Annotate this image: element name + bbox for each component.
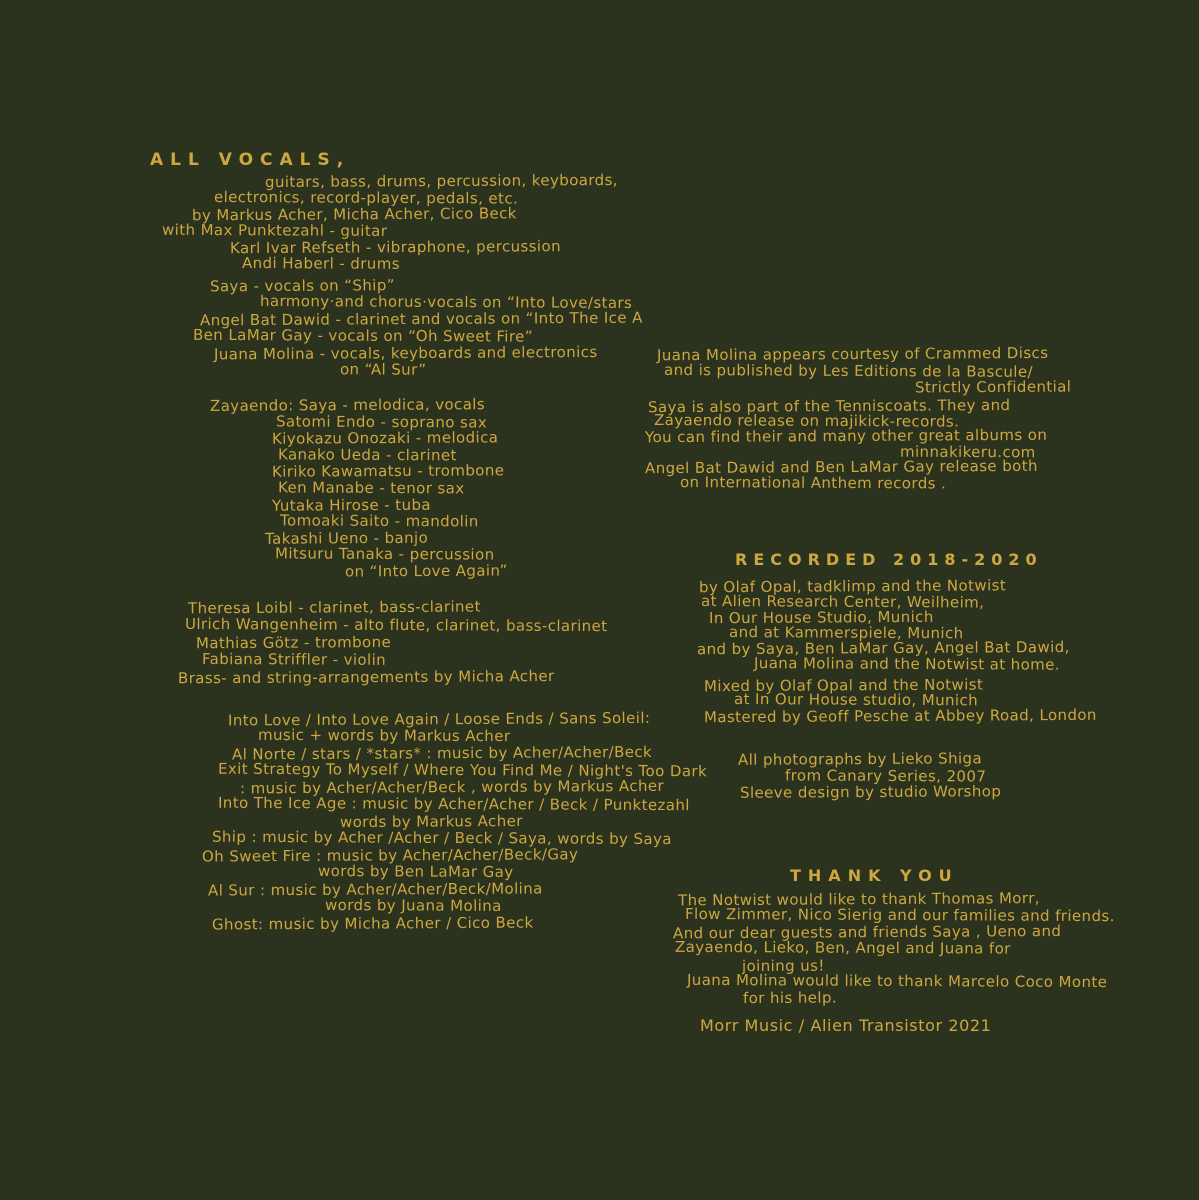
credit-line: on “Al Sur” <box>339 360 427 379</box>
credit-line: electronics, record-player, pedals, etc. <box>213 187 519 208</box>
all-vocals-heading: ALL VOCALS, <box>150 150 351 170</box>
credit-line: for his help. <box>742 988 838 1008</box>
credit-line: Ken Manabe - tenor sax <box>277 478 465 498</box>
credit-line: by Olaf Opal, tadklimp and the Notwist <box>698 576 1007 597</box>
credit-line: with Max Punktezahl - guitar <box>161 220 388 240</box>
credit-line: at Alien Research Center, Weilheim, <box>700 591 985 612</box>
credit-line: Satomi Endo - soprano sax <box>275 411 488 432</box>
credit-line: words by Juana Molina <box>324 895 502 915</box>
credit-line: Brass- and string-arrangements by Micha Acher <box>177 667 555 688</box>
credit-line: You can find their and many other great albums on <box>644 426 1048 447</box>
credit-line: words by Markus Acher <box>339 812 523 832</box>
tenniscoats-block <box>644 396 1048 461</box>
credit-line: Fabiana Striffler - violin <box>201 649 387 669</box>
credit-line: Ulrich Wangenheim - alto flute, clarinet, bass-clarinet <box>184 614 608 635</box>
credit-line: guitars, bass, drums, percussion, keyboards, <box>264 170 619 192</box>
orchestra-block <box>178 599 608 687</box>
credit-line: harmony·and chorus·vocals on “Into Love/stars <box>259 291 633 312</box>
credit-line: Juana Molina would like to thank Marcelo Coco Monte <box>686 970 1108 992</box>
thanks-block <box>673 891 1115 1006</box>
guest-vocals-block <box>150 277 643 379</box>
credit-line: Angel Bat Dawid - clarinet and vocals on “Into The Ice A <box>199 308 643 330</box>
thank-you-heading: THANK YOU <box>790 866 959 885</box>
credit-line: and at Kammerspiele, Munich <box>728 622 964 643</box>
credit-line: Theresa Loibl - clarinet, bass-clarinet <box>187 597 481 618</box>
design-credits-block <box>738 751 1001 801</box>
recorded-heading: RECORDED 2018-2020 <box>735 550 1043 569</box>
credit-line: music + words by Markus Acher <box>257 725 511 746</box>
credit-line: Tomoaki Saito - mandolin <box>279 511 479 531</box>
credit-line: Kiriko Kawamatsu - trombone <box>271 461 505 482</box>
credit-line: Takashi Ueno - banjo <box>264 528 429 548</box>
credit-line: Andi Haberl - drums <box>241 253 401 273</box>
band-credits-block <box>150 170 619 273</box>
label-credit: Morr Music / Alien Transistor 2021 <box>700 1016 992 1035</box>
credit-line: joining us! <box>741 956 825 975</box>
credit-line: Al Norte / stars / *stars* : music by Acher/Acher/Beck <box>231 742 653 764</box>
recording-credits-block <box>696 576 1097 726</box>
credit-line: Juana Molina appears courtesy of Crammed Discs <box>656 343 1049 365</box>
credit-line: Zayaendo, Lieko, Ben, Angel and Juana for <box>674 938 1011 958</box>
credit-line: Exit Strategy To Myself / Where You Find Me / Night's Too Dark <box>217 759 708 781</box>
credit-line: Kanako Ueda - clarinet <box>277 445 457 465</box>
credit-line: : music by Acher/Acher/Beck , words by Markus Acher <box>239 776 665 798</box>
credit-line: by Markus Acher, Micha Acher, Cico Beck <box>191 204 517 225</box>
credit-line: from Canary Series, 2007 <box>784 766 987 786</box>
credit-line: minnakikeru.com <box>899 442 1036 461</box>
credit-line: Kiyokazu Onozaki - melodica <box>271 428 499 448</box>
credit-line: Mixed by Olaf Opal and the Notwist <box>703 675 984 695</box>
credit-line: Oh Sweet Fire : music by Acher/Acher/Beck/Gay <box>201 845 579 866</box>
credit-line: at In Our House studio, Munich <box>733 690 979 710</box>
credit-line: Karl Ivar Refseth - vibraphone, percussion <box>229 237 562 258</box>
credit-line: All photographs by Lieko Shiga <box>737 749 983 769</box>
credit-line: Saya is also part of the Tenniscoats. They and <box>647 396 1011 417</box>
credit-line: and is published by Les Editions de la Bascule/ <box>663 360 1034 381</box>
credit-line: Into Love / Into Love Again / Loose Ends / Sans Soleil: <box>227 708 651 730</box>
credit-line: on “Into Love Again” <box>344 561 508 581</box>
credit-line: And our dear guests and friends Saya , Ueno and <box>672 921 1062 943</box>
courtesy-block <box>655 343 1072 397</box>
credit-line: Zayaendo release on majikick-records. <box>653 411 960 431</box>
credit-line: The Notwist would like to thank Thomas Morr, <box>677 889 1040 910</box>
credit-line: on International Anthem records . <box>679 472 947 493</box>
credit-line: Flow Zimmer, Nico Sierig and our families and friends. <box>684 905 1115 926</box>
credit-line: words by Ben LaMar Gay <box>317 861 514 882</box>
credit-line: Ben LaMar Gay - vocals on “Oh Sweet Fire” <box>192 325 533 346</box>
zayaendo-block <box>210 397 508 580</box>
credit-line: Yutaka Hirose - tuba <box>271 495 432 515</box>
credit-line: and by Saya, Ben LaMar Gay, Angel Bat Dawid, <box>696 638 1070 659</box>
credit-line: Angel Bat Dawid and Ben LaMar Gay release both <box>644 456 1038 478</box>
credit-line: Mathias Götz - trombone <box>195 633 392 653</box>
credit-line: Saya - vocals on “Ship” <box>209 276 395 296</box>
credit-line: Ship : music by Acher /Acher / Beck / Saya, words by Saya <box>211 827 672 849</box>
credit-line: Sleeve design by studio Worshop <box>739 782 1002 802</box>
credit-line: Into The Ice Age : music by Acher/Acher / Beck / Punktezahl <box>217 793 690 815</box>
credit-line: Mastered by Geoff Pesche at Abbey Road, London <box>703 705 1097 726</box>
credit-line: Ghost: music by Micha Acher / Cico Beck <box>211 913 534 934</box>
credit-line: Strictly Confidential <box>914 377 1072 397</box>
anthem-block <box>644 456 1038 493</box>
credit-line: Mitsuru Tanaka - percussion <box>274 544 495 564</box>
songwriting-block <box>201 708 708 934</box>
credit-line: In Our House Studio, Munich <box>708 607 934 628</box>
credit-line: Al Sur : music by Acher/Acher/Beck/Molina <box>207 879 543 900</box>
credit-line: Zayaendo: Saya - melodica, vocals <box>209 395 486 415</box>
credit-line: Juana Molina - vocals, keyboards and electronics <box>213 342 598 364</box>
credit-line: Juana Molina and the Notwist at home. <box>753 654 1061 674</box>
